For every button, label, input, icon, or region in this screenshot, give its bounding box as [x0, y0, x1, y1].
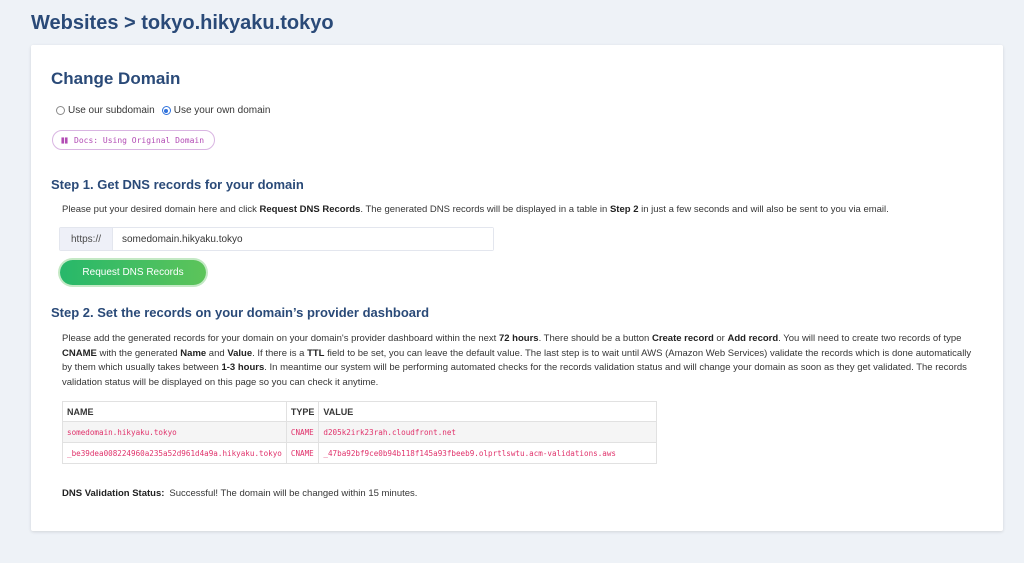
dns-validation-status — [62, 488, 417, 499]
record-value-cell: _47ba92bf9ce0b94b118f145a93fbeeb9.olprtlswtu.acm-validations.aws — [319, 443, 657, 464]
radio-subdomain[interactable] — [56, 106, 65, 115]
table-row — [63, 443, 657, 464]
table-row — [63, 422, 657, 443]
docs-button-label: Docs: Using Original Domain — [74, 135, 205, 145]
table-header-row — [63, 402, 657, 422]
dns-records-table — [62, 401, 657, 464]
change-domain-card — [31, 45, 1003, 531]
url-prefix: https:// — [60, 228, 113, 250]
card-title: Change Domain — [51, 69, 181, 88]
domain-mode-radio-group — [56, 105, 277, 116]
breadcrumb-section[interactable]: Websites — [31, 12, 119, 34]
request-dns-records-button[interactable]: Request DNS Records — [60, 260, 206, 285]
record-type-cell: CNAME — [286, 422, 319, 443]
domain-input-group — [59, 227, 494, 251]
domain-input[interactable] — [113, 228, 493, 250]
breadcrumb-site: tokyo.hikyaku.tokyo — [141, 12, 334, 34]
column-header-type: TYPE — [286, 402, 319, 422]
status-text: Successful! The domain will be changed within 15 minutes. — [169, 488, 418, 499]
column-header-name: NAME — [63, 402, 287, 422]
record-name-cell: _be39dea008224960a235a52d961d4a9a.hikyaku.tokyo — [63, 443, 287, 464]
record-value-cell: d205k2irk23rah.cloudfront.net — [319, 422, 657, 443]
step2-instruction: Please add the generated records for your domain on your domain's provider dashboard within the next 72 hours. There should be a button Create record or Add record. You will need to create two records of type CNAME with the generated Name and Value. If there is a TTL field to be set, you can leave the default value. The last step is to wait until AWS (Amazon Web Services) validate the records which is done automatically by them which usually takes between 1-3 hours. In meantime our system will be performing automated checks for the records validation status and will change your domain as soon as they get validated. The records validation status will be displayed on this page so you can check it anytime. — [62, 333, 972, 388]
page-title — [31, 12, 334, 35]
column-header-value: VALUE — [319, 402, 657, 422]
radio-option-subdomain[interactable] — [56, 105, 155, 116]
record-name-cell: somedomain.hikyaku.tokyo — [63, 422, 287, 443]
radio-own-domain-label: Use your own domain — [173, 105, 271, 116]
step1-title: Step 1. Get DNS records for your domain — [51, 177, 304, 192]
book-icon — [61, 137, 68, 144]
step1-instruction: Please put your desired domain here and click Request DNS Records. The generated DNS records will be displayed in a table in Step 2 in just a few seconds and will also be sent to you via email. — [62, 204, 889, 215]
radio-own-domain[interactable] — [162, 106, 171, 115]
status-label: DNS Validation Status: — [62, 488, 165, 499]
breadcrumb-separator: > — [124, 12, 136, 34]
record-type-cell: CNAME — [286, 443, 319, 464]
step2-title: Step 2. Set the records on your domain’s provider dashboard — [51, 305, 430, 320]
radio-subdomain-label: Use our subdomain — [68, 105, 155, 116]
docs-button[interactable] — [52, 130, 215, 150]
radio-option-own-domain[interactable] — [162, 105, 271, 116]
